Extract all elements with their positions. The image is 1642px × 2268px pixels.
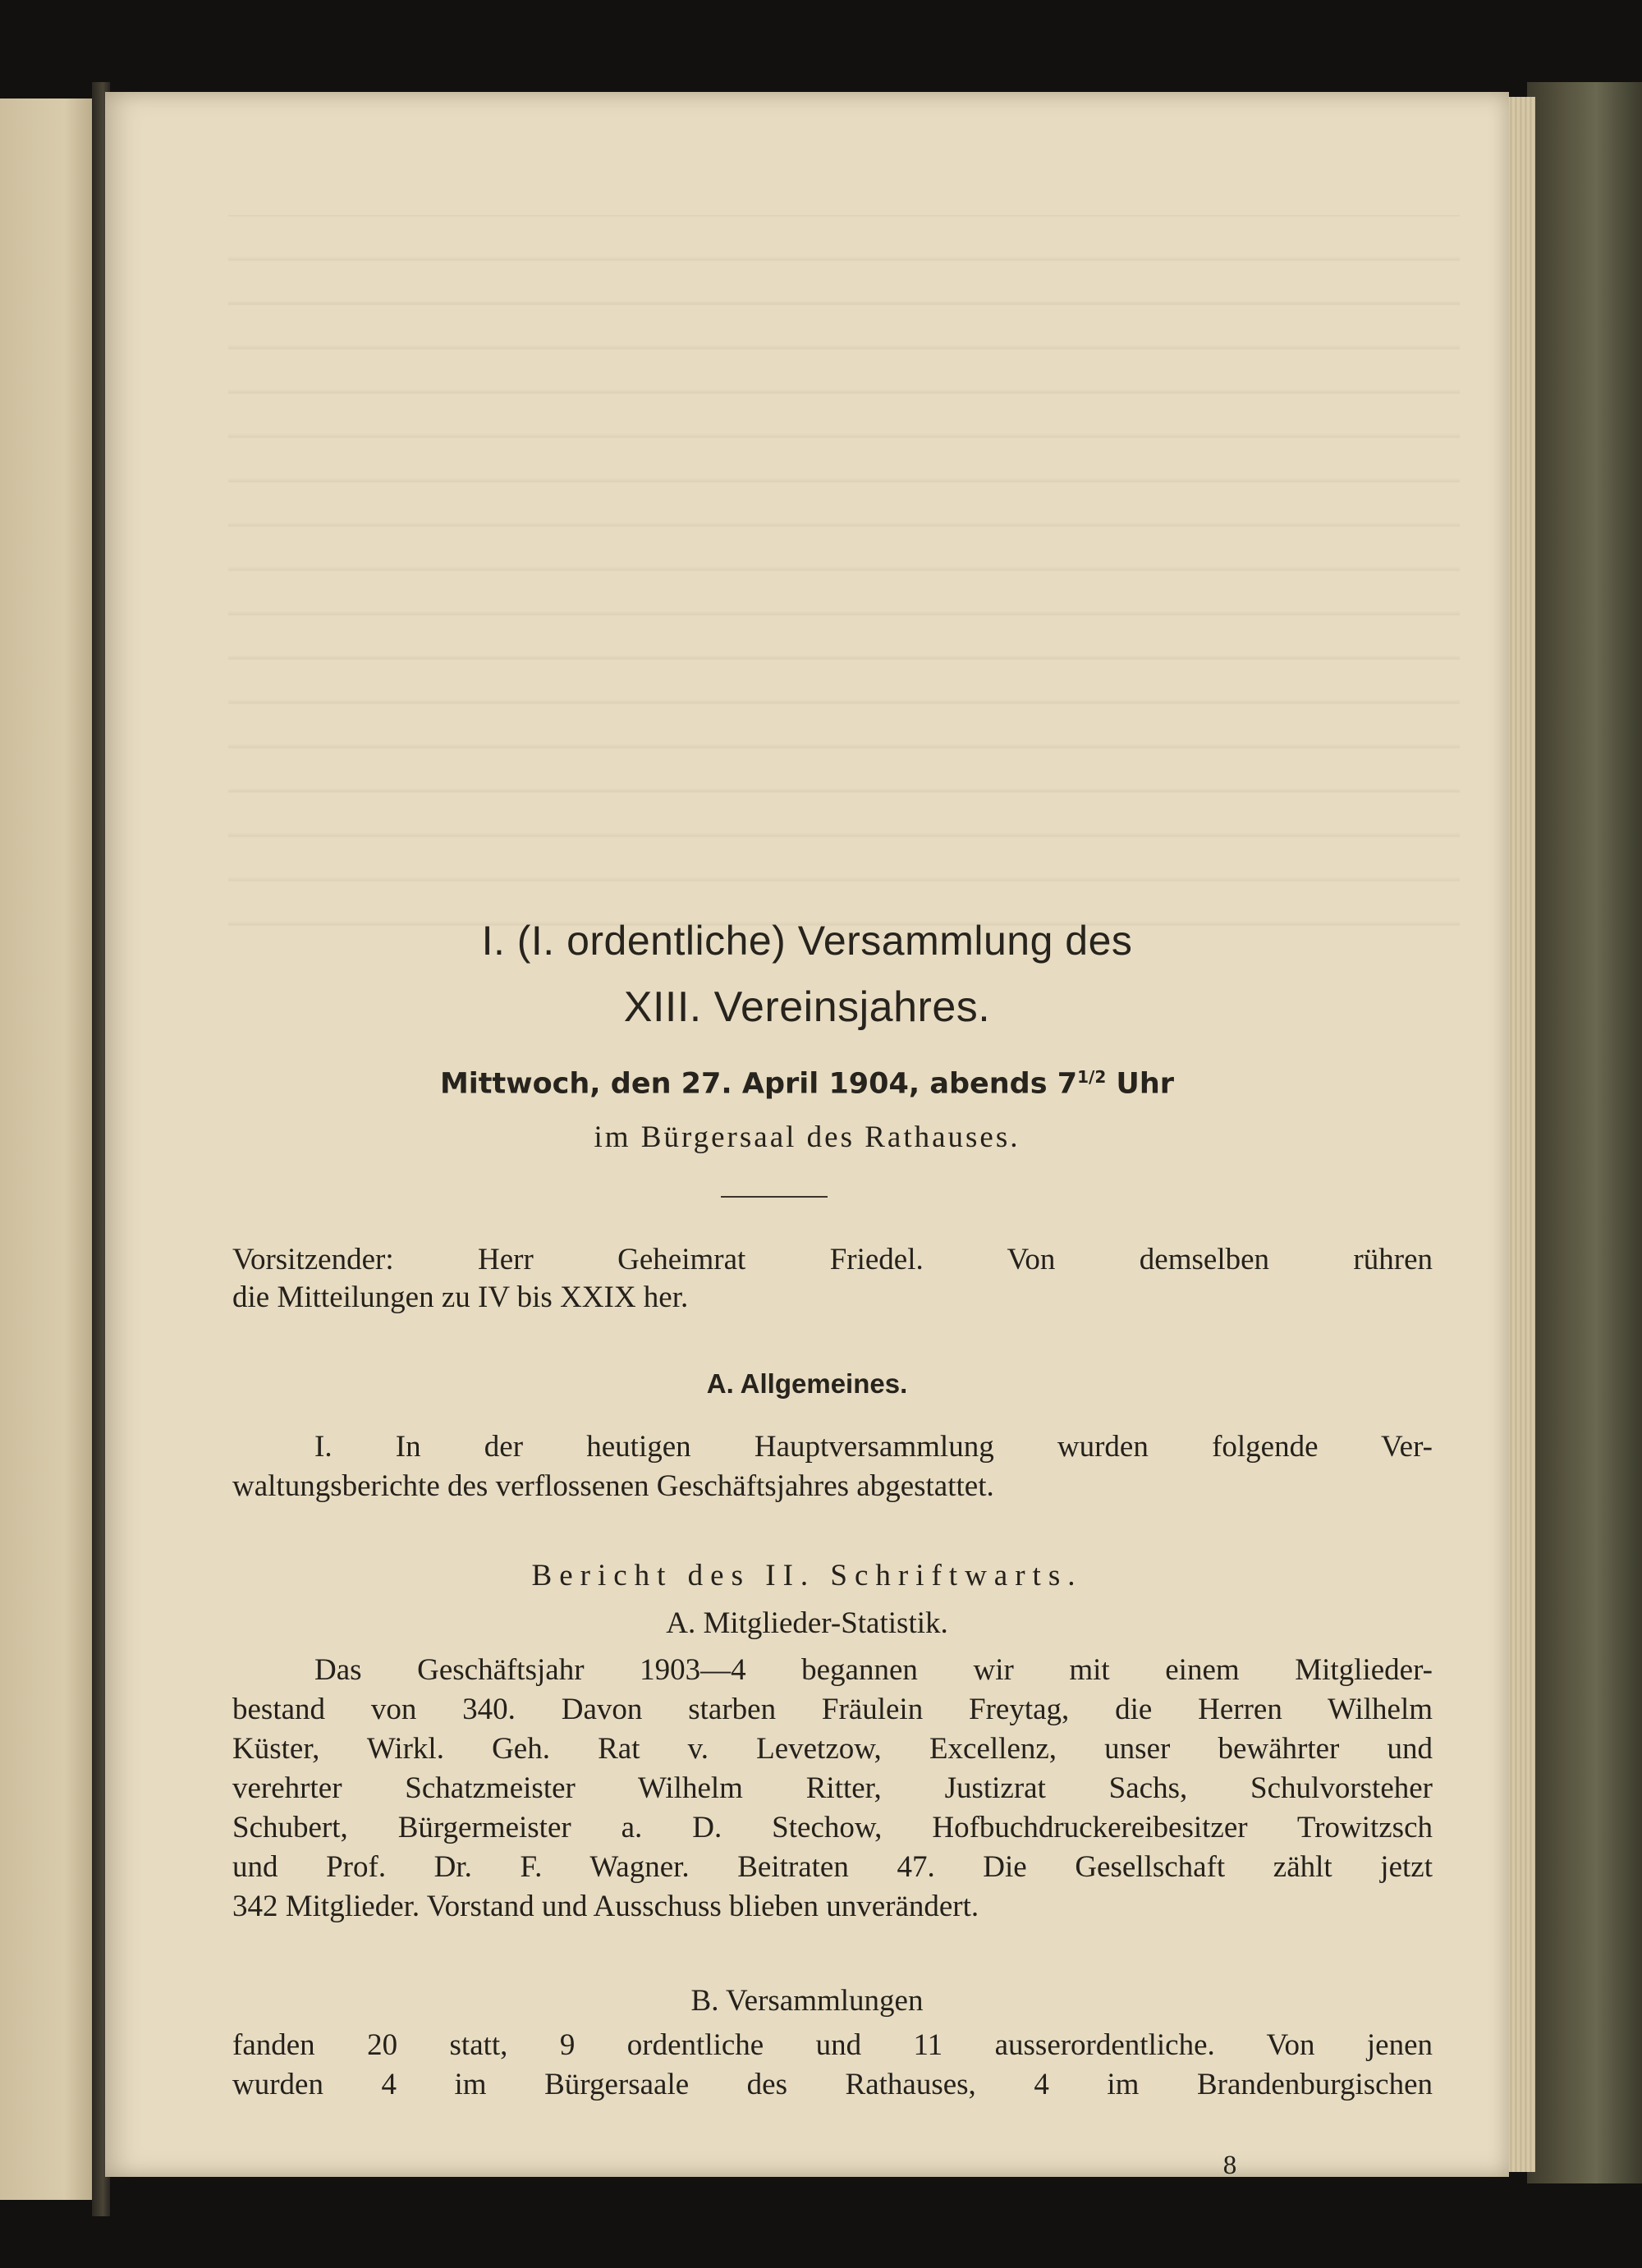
statistics-line: Das Geschäftsjahr 1903—4 begannen wir mit einem Mitglieder-: [314, 1653, 1433, 1687]
divider-rule: [721, 1196, 828, 1198]
meetings-line: fanden 20 statt, 9 ordentliche und 11 ausserordentliche. Von jenen: [232, 2028, 1433, 2062]
statistics-line: 342 Mitglieder. Vorstand und Ausschuss blieben unverändert.: [232, 1890, 979, 1923]
book-page: [105, 92, 1509, 2180]
section-title-general: A. Allgemeines.: [706, 1368, 908, 1399]
statistics-title: A. Mitglieder-Statistik.: [666, 1606, 948, 1640]
year-heading: XIII. Vereinsjahres.: [623, 983, 991, 1031]
statistics-line: verehrter Schatzmeister Wilhelm Ritter, Justizrat Sachs, Schulvorsteher: [232, 1771, 1433, 1805]
chair-line-1: Vorsitzender: Herr Geheimrat Friedel. Von demselben rühren: [232, 1243, 1433, 1276]
date-text: Mittwoch, den 27. April 1904, abends 7: [439, 1067, 1078, 1101]
location-line: im Bürgersaal des Rathauses.: [594, 1120, 1021, 1154]
time-unit: Uhr: [1106, 1067, 1175, 1101]
page-number: 8: [1222, 2151, 1237, 2180]
statistics-line: und Prof. Dr. F. Wagner. Beitraten 47. Die Gesellschaft zählt jetzt: [232, 1850, 1433, 1884]
left-page-edge: [0, 99, 97, 2200]
meetings-title: B. Versammlungen: [690, 1984, 924, 2018]
date-line: [105, 1067, 1509, 1101]
meetings-line: wurden 4 im Bürgersaale des Rathauses, 4 im Brandenburgischen: [232, 2068, 1433, 2101]
statistics-line: Küster, Wirkl. Geh. Rat v. Levetzow, Excellenz, unser bewährter und: [232, 1732, 1433, 1766]
time-fraction: 1/2: [1077, 1067, 1107, 1087]
paragraph1-line-2: waltungsberichte des verflossenen Geschäftsjahres abgestattet.: [232, 1469, 994, 1503]
meeting-heading: I. (I. ordentliche) Versammlung des: [481, 918, 1133, 964]
statistics-line: Schubert, Bürgermeister a. D. Stechow, Hofbuchdruckereibesitzer Trowitzsch: [232, 1811, 1433, 1844]
book-cover-edge: [1527, 82, 1642, 2183]
statistics-line: bestand von 340. Davon starben Fräulein Freytag, die Herren Wilhelm: [232, 1693, 1433, 1726]
bleed-through-texture: [228, 215, 1460, 954]
report-title: Bericht des II. Schriftwarts.: [531, 1559, 1083, 1592]
paragraph1-line-1: I. In der heutigen Hauptversammlung wurden folgende Ver-: [314, 1430, 1433, 1464]
chair-line-2: die Mitteilungen zu IV bis XXIX her.: [232, 1281, 689, 1314]
